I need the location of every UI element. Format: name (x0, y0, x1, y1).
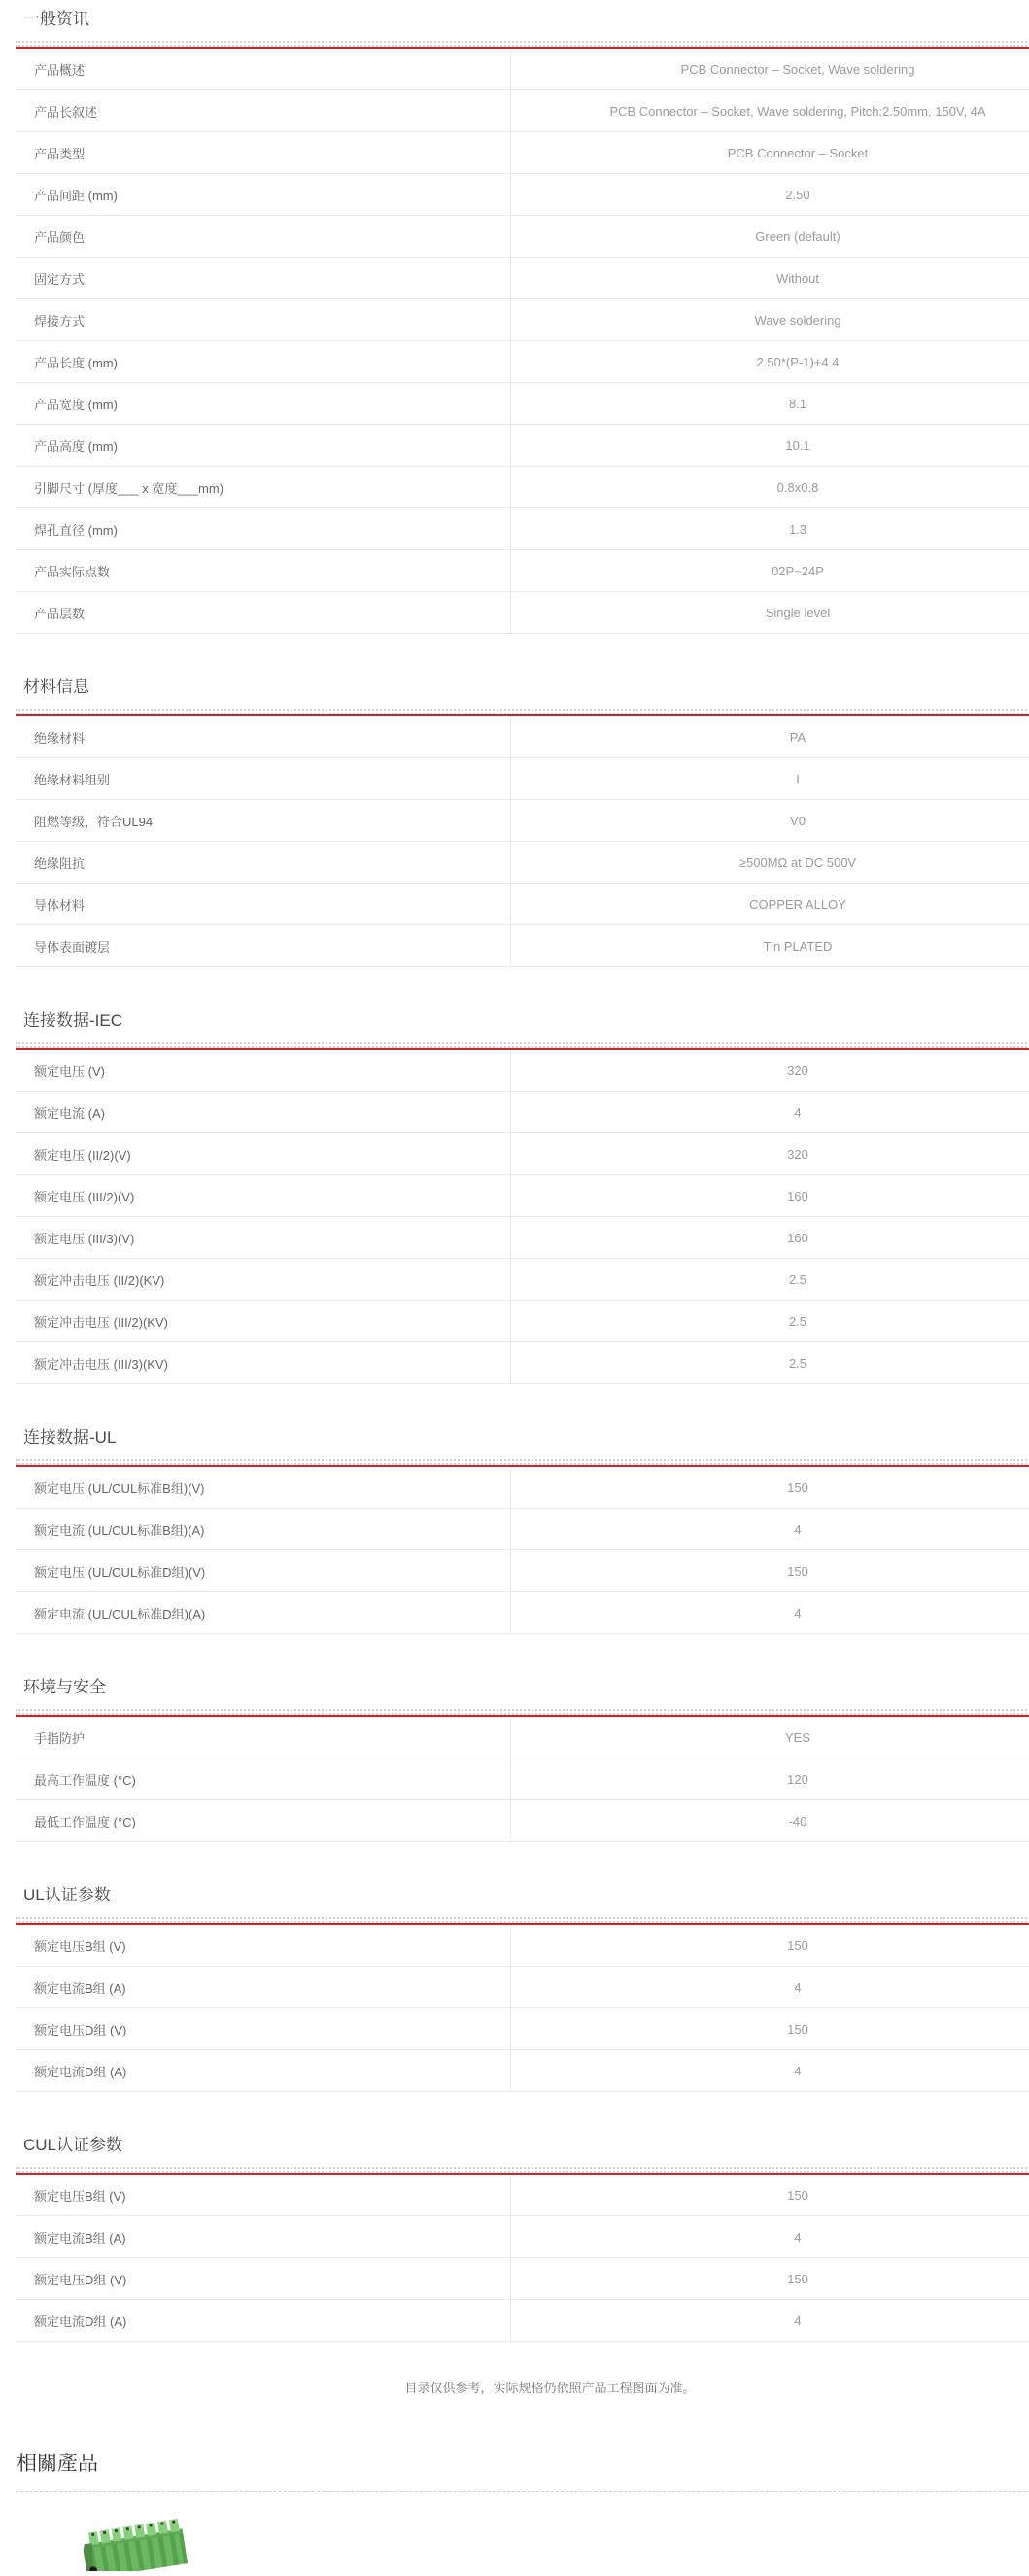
spec-row (16, 1967, 1029, 2008)
spec-row (16, 1133, 1029, 1175)
spec-label: 额定电压 (III/2)(V) (34, 1189, 135, 1204)
spec-section (16, 9, 1029, 634)
spec-label: 最低工作温度 (°C) (34, 1814, 136, 1829)
spec-label: 额定电压 (II/2)(V) (34, 1147, 131, 1163)
spec-label: 绝缘材料 (34, 730, 86, 746)
spec-value: 150 (510, 2008, 1029, 2049)
spec-row (16, 1217, 1029, 1259)
spec-value: 2.5 (510, 1259, 1029, 1300)
spec-row (16, 1175, 1029, 1217)
section-heading: 连接数据-IEC (23, 1011, 122, 1029)
spec-row (16, 1342, 1029, 1384)
spec-label: 产品层数 (34, 606, 86, 621)
spec-label: 绝缘阻抗 (34, 855, 86, 871)
spec-label: 额定电压B组 (V) (34, 2188, 126, 2204)
spec-label: 额定电流B组 (A) (34, 2230, 126, 2245)
spec-label: 额定电压D组 (V) (34, 2272, 127, 2287)
spec-label: 最高工作温度 (°C) (34, 1772, 136, 1788)
related-products-heading: 相關產品 (17, 2453, 98, 2475)
spec-row (16, 1259, 1029, 1301)
spec-value: 150 (510, 2258, 1029, 2299)
spec-row (16, 1800, 1029, 1842)
spec-label: 产品颜色 (34, 229, 86, 245)
spec-section (16, 2135, 1029, 2342)
spec-table (16, 2175, 1029, 2342)
spec-value: 4 (510, 1092, 1029, 1132)
spec-row (16, 1717, 1029, 1758)
spec-value: Wave soldering (510, 299, 1029, 340)
spec-row (16, 2050, 1029, 2092)
spec-row (16, 258, 1029, 299)
spec-row (16, 1050, 1029, 1092)
spec-row (16, 2216, 1029, 2258)
spec-row (16, 467, 1029, 508)
spec-row (16, 2258, 1029, 2300)
spec-label: 额定冲击电压 (II/2)(KV) (34, 1272, 165, 1288)
spec-value: -40 (510, 1800, 1029, 1841)
spec-label: 焊孔直径 (mm) (34, 522, 118, 538)
spec-label: 产品长度 (mm) (34, 355, 118, 370)
spec-row (16, 216, 1029, 258)
section-heading: 连接数据-UL (23, 1428, 117, 1446)
spec-label: 额定电流D组 (A) (34, 2314, 127, 2329)
spec-label: 导体材料 (34, 897, 86, 913)
spec-value: PA (510, 716, 1029, 757)
spec-value: PCB Connector – Socket, Wave soldering (510, 49, 1029, 89)
spec-section (16, 1885, 1029, 2092)
section-heading: 环境与安全 (23, 1678, 106, 1696)
related-products-section (16, 2451, 1029, 2571)
spec-label: 额定电压 (UL/CUL标准D组)(V) (34, 1564, 206, 1580)
spec-row (16, 758, 1029, 800)
spec-table (16, 1925, 1029, 2092)
spec-row (16, 1550, 1029, 1592)
spec-value: 4 (510, 2216, 1029, 2257)
spec-value: PCB Connector – Socket (510, 132, 1029, 173)
spec-value: 8.1 (510, 383, 1029, 424)
spec-sections (16, 9, 1029, 2342)
spec-label: 额定电压 (UL/CUL标准B组)(V) (34, 1480, 205, 1496)
spec-label: 产品高度 (mm) (34, 438, 118, 454)
spec-value: Single level (510, 592, 1029, 633)
spec-row (16, 550, 1029, 592)
spec-label: 焊接方式 (34, 313, 86, 329)
related-product-thumbnail[interactable] (83, 2513, 189, 2571)
spec-label: 固定方式 (34, 271, 86, 287)
spec-row (16, 174, 1029, 216)
spec-value: 4 (510, 1509, 1029, 1549)
spec-row (16, 800, 1029, 842)
spec-label: 额定冲击电压 (III/2)(KV) (34, 1314, 168, 1330)
spec-value: V0 (510, 800, 1029, 841)
spec-value: Green (default) (510, 216, 1029, 257)
spec-label: 产品宽度 (mm) (34, 397, 118, 412)
spec-label: 额定电压D组 (V) (34, 2022, 127, 2037)
spec-label: 阻燃等级，符合UL94 (34, 814, 154, 829)
spec-row (16, 49, 1029, 90)
spec-table (16, 1717, 1029, 1842)
spec-row (16, 1301, 1029, 1342)
spec-value: I (510, 758, 1029, 799)
spec-row (16, 132, 1029, 174)
spec-label: 引脚尺寸 (厚度___ x 宽度___mm) (34, 480, 224, 496)
spec-label: 额定电流B组 (A) (34, 1980, 126, 1996)
spec-value: 10.1 (510, 425, 1029, 466)
spec-row (16, 425, 1029, 467)
spec-row (16, 341, 1029, 383)
spec-value: 02P~24P (510, 550, 1029, 591)
spec-row (16, 1467, 1029, 1509)
spec-table (16, 716, 1029, 967)
product-spec-page (16, 9, 1029, 2571)
spec-table (16, 1050, 1029, 1384)
spec-value: 150 (510, 1550, 1029, 1591)
spec-label: 产品类型 (34, 146, 86, 161)
spec-row (16, 2175, 1029, 2216)
spec-row (16, 592, 1029, 634)
spec-row (16, 716, 1029, 758)
spec-label: 额定电流 (UL/CUL标准B组)(A) (34, 1522, 205, 1538)
spec-label: 产品长叙述 (34, 104, 98, 120)
spec-value: YES (510, 1717, 1029, 1758)
spec-value: 2.50*(P-1)+4.4 (510, 341, 1029, 382)
spec-label: 额定冲击电压 (III/3)(KV) (34, 1356, 168, 1372)
spec-label: 额定电流D组 (A) (34, 2064, 127, 2079)
spec-row (16, 508, 1029, 550)
spec-table (16, 1467, 1029, 1634)
section-heading: CUL认证参数 (23, 2136, 123, 2154)
spec-label: 额定电压 (III/3)(V) (34, 1231, 135, 1246)
related-divider (16, 2491, 1029, 2492)
spec-value: 120 (510, 1758, 1029, 1799)
spec-value: 320 (510, 1133, 1029, 1174)
spec-value: 2.5 (510, 1301, 1029, 1341)
spec-value: 150 (510, 1467, 1029, 1508)
spec-value: 320 (510, 1050, 1029, 1091)
spec-value: 1.3 (510, 508, 1029, 549)
spec-value: Without (510, 258, 1029, 298)
spec-value: COPPER ALLOY (510, 884, 1029, 924)
spec-label: 额定电流 (UL/CUL标准D组)(A) (34, 1606, 206, 1621)
spec-row (16, 1758, 1029, 1800)
spec-value: 4 (510, 2300, 1029, 2341)
spec-row (16, 884, 1029, 925)
spec-label: 产品概述 (34, 62, 86, 78)
section-heading: UL认证参数 (23, 1886, 111, 1904)
spec-value: 2.5 (510, 1342, 1029, 1383)
spec-row (16, 299, 1029, 341)
spec-section (16, 1427, 1029, 1634)
green-terminal-block-image (83, 2513, 189, 2571)
spec-value: Tin PLATED (510, 925, 1029, 966)
spec-value: 2.50 (510, 174, 1029, 215)
spec-row (16, 383, 1029, 425)
spec-table (16, 49, 1029, 634)
spec-value: 160 (510, 1175, 1029, 1216)
spec-row (16, 842, 1029, 884)
spec-label: 导体表面镀层 (34, 939, 111, 955)
spec-value: 0.8x0.8 (510, 467, 1029, 507)
spec-value: 160 (510, 1217, 1029, 1258)
spec-value: 150 (510, 2175, 1029, 2215)
spec-value: 4 (510, 2050, 1029, 2091)
spec-label: 产品实际点数 (34, 564, 111, 579)
spec-row (16, 925, 1029, 967)
spec-section (16, 1010, 1029, 1384)
spec-value: 4 (510, 1592, 1029, 1633)
spec-label: 绝缘材料组别 (34, 772, 111, 787)
spec-section (16, 1677, 1029, 1842)
spec-label: 额定电压B组 (V) (34, 1938, 126, 1954)
spec-row (16, 2008, 1029, 2050)
spec-label: 手指防护 (34, 1730, 86, 1746)
spec-row (16, 1092, 1029, 1133)
spec-label: 产品间距 (mm) (34, 188, 118, 203)
spec-label: 额定电流 (A) (34, 1105, 105, 1121)
spec-value: ≥500MΩ at DC 500V (510, 842, 1029, 883)
section-heading: 一般资讯 (23, 10, 89, 28)
section-heading: 材料信息 (23, 678, 89, 696)
spec-value: 150 (510, 1925, 1029, 1966)
spec-value: PCB Connector – Socket, Wave soldering, Pitch:2.50mm, 150V, 4A (510, 90, 1029, 131)
spec-label: 额定电压 (V) (34, 1063, 105, 1079)
spec-row (16, 1925, 1029, 1967)
spec-row (16, 1592, 1029, 1634)
spec-row (16, 90, 1029, 132)
spec-value: 4 (510, 1967, 1029, 2007)
spec-row (16, 2300, 1029, 2342)
spec-row (16, 1509, 1029, 1550)
disclaimer-note: 目录仅供参考，实际规格仍依照产品工程图面为准。 (404, 2381, 696, 2395)
spec-section (16, 677, 1029, 967)
